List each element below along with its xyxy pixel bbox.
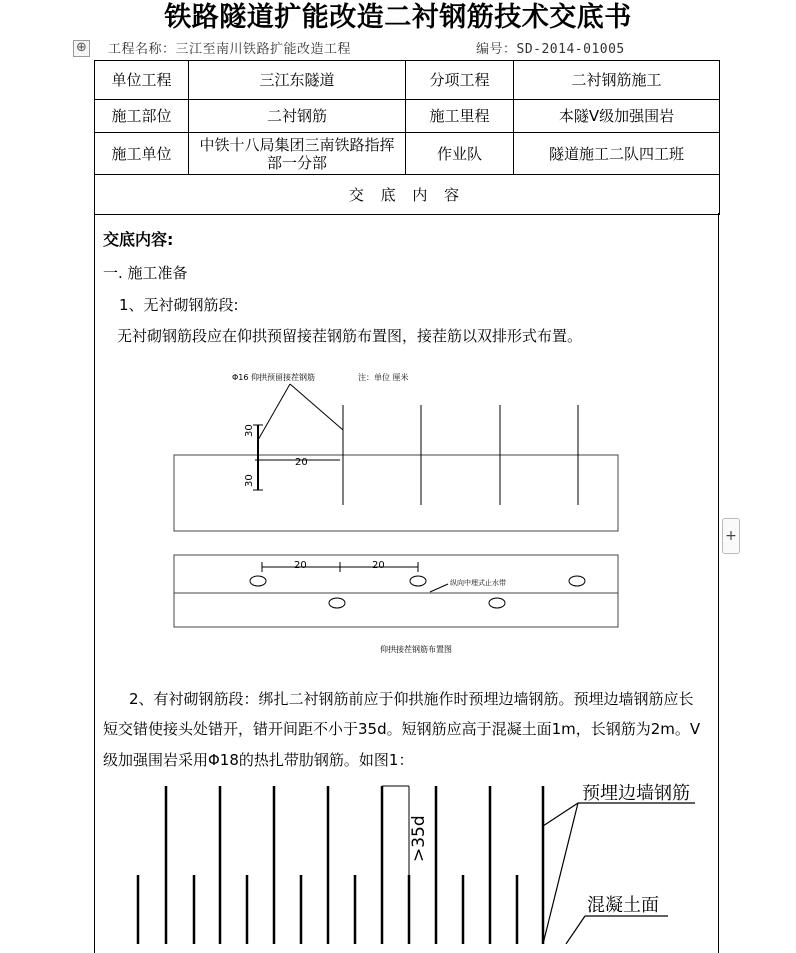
content-area (94, 213, 719, 953)
item-no-lining-rebar: 1、无衬砌钢筋段: (119, 296, 239, 314)
content-heading: 交底内容: (103, 230, 174, 249)
table-row (95, 61, 720, 100)
concrete-surface-label: 混凝土面 (587, 895, 659, 916)
document-number: 编号：SD-2014-01005 (476, 42, 625, 57)
dimension-20-a: 20 (294, 560, 307, 571)
info-table (94, 60, 720, 215)
table-cell: 分项工程 (406, 61, 514, 100)
item2-line-3: 级加强围岩采用Φ18的热扎带肋钢筋。如图1： (103, 751, 414, 769)
item-no-lining-text: 无衬砌钢筋段应在仰拱预留接茬钢筋布置图，接茬筋以双排形式布置。 (117, 327, 583, 345)
table-cell: 单位工程 (95, 61, 189, 100)
section-header: 交 底 内 容 (95, 175, 720, 215)
document-title: 铁路隧道扩能改造二衬钢筋技术交底书 (164, 2, 632, 33)
table-cell: 二衬钢筋 (189, 100, 406, 133)
dimension-20: 20 (295, 457, 308, 468)
table-row (95, 133, 720, 175)
table-cell: 本隧Ⅴ级加强围岩 (514, 100, 720, 133)
table-cell: 施工里程 (406, 100, 514, 133)
table-cell: 隧道施工二队四工班 (514, 133, 720, 175)
table-cell: 作业队 (406, 133, 514, 175)
dimension-30-bottom: 30 (244, 474, 255, 487)
item2-line-2: 短交错使接头处错开，错开间距不小于35d。短钢筋应高于混凝土面1m，长钢筋为2m。V (103, 720, 701, 738)
embedded-rebar-label: 预埋边墙钢筋 (582, 783, 690, 804)
table-row (95, 175, 720, 215)
table-row (95, 100, 720, 133)
item2-line-1: 2、有衬砌钢筋段：绑扎二衬钢筋前应于仰拱施作时预埋边墙钢筋。预埋边墙钢筋应长 (129, 690, 694, 708)
unit-note: 注：单位 厘米 (358, 373, 409, 382)
move-table-icon[interactable]: ⊕ (73, 40, 90, 57)
dimension-30-top: 30 (244, 424, 255, 437)
figure-caption: 仰拱接茬钢筋布置图 (380, 645, 452, 654)
add-column-button[interactable]: + (722, 518, 740, 554)
dimension-20-b: 20 (372, 560, 385, 571)
dimension-35d: >35d (409, 815, 429, 862)
rebar-label: Φ16 仰拱预留接茬钢筋 (232, 373, 316, 382)
table-cell: 二衬钢筋施工 (514, 61, 720, 100)
waterstop-label: 纵向中埋式止水带 (450, 579, 506, 587)
table-cell: 三江东隧道 (189, 61, 406, 100)
section-construction-prep: 一. 施工准备 (103, 264, 188, 282)
table-cell: 施工单位 (95, 133, 189, 175)
table-cell: 施工部位 (95, 100, 189, 133)
table-cell: 中铁十八局集团三南铁路指挥部一分部 (189, 133, 406, 175)
project-name: 工程名称：三江至南川铁路扩能改造工程 (108, 42, 352, 57)
